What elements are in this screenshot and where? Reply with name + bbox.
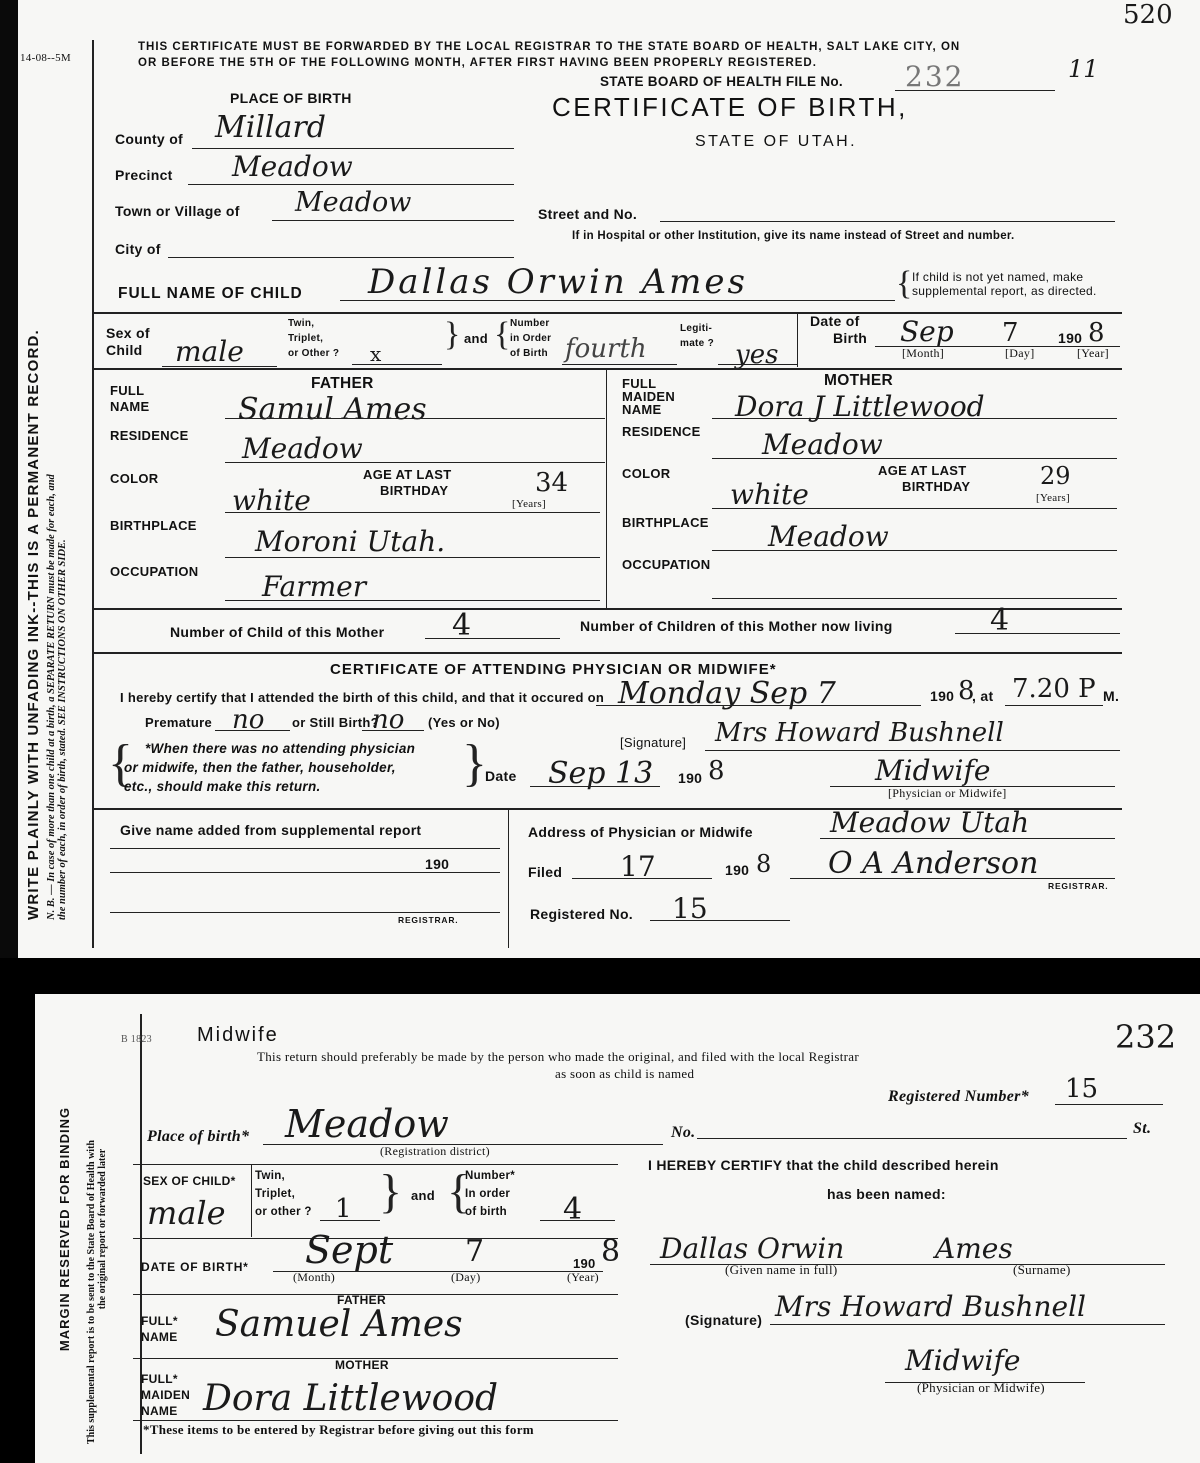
supp-given-cap: (Given name in full) [725,1262,838,1277]
frame-left [92,40,94,948]
father-age-value: 34 [535,468,569,498]
and-label: and [464,331,489,346]
hospital-note: If in Hospital or other Institution, give its name instead of Street and number. [572,230,1015,242]
mother-color-line [712,508,1117,509]
dob-month-cap: [Month] [902,346,945,360]
note-brace-right: } [462,735,487,792]
order-brace: { [494,316,511,353]
father-heading: FATHER [311,375,374,392]
mother-maiden-label: MAIDEN [622,389,676,404]
registrar-cap: REGISTRAR. [1048,881,1109,891]
supp-signature-value: Mrs Howard Bushnell [775,1290,1086,1323]
street-label: Street and No. [538,206,638,222]
supp-dob-year-suffix: 8 [601,1234,621,1269]
supp-district-cap: (Registration district) [380,1144,490,1158]
place-of-birth-heading: PLACE OF BIRTH [230,90,352,106]
supp-twin-brace: } [379,1165,403,1218]
order-label-3: of Birth [510,348,548,359]
filed-year-suffix: 8 [756,850,772,878]
page-number: 520 [1123,0,1173,30]
time-m-label: M. [1103,688,1120,704]
bottom-divider [508,808,509,948]
father-birthplace-label: BIRTHPLACE [110,518,197,533]
mother-residence-line [712,458,1117,459]
precinct-value: Meadow [232,150,353,183]
county-value: Millard [215,110,326,145]
dob-year-prefix: 190 [1058,330,1083,346]
supp-registrar-cap: REGISTRAR. [398,915,459,925]
sex-value: male [175,335,244,368]
premature-line [215,730,290,731]
margin-line-1: This supplemental report is to be sent to the State Board of Health with [86,1140,97,1444]
child-name-label: FULL NAME OF CHILD [118,285,303,302]
filed-line [572,878,712,879]
supp-dob-label: DATE OF BIRTH* [141,1260,249,1274]
supp-no-label: No. [671,1124,696,1141]
note-brace-left: { [108,735,133,792]
precinct-line [188,184,514,185]
time-line [1005,705,1103,706]
certificate-title: CERTIFICATE OF BIRTH, [552,92,908,122]
margin-title: MARGIN RESERVED FOR BINDING [57,1106,72,1352]
mother-age-value: 29 [1040,462,1071,490]
date-line [530,786,660,787]
supp-twin-value: 1 [335,1194,352,1224]
twin-label-2: Triplet, [288,333,324,344]
living-label: Number of Children of this Mother now living [580,618,893,634]
dob-year-suffix: 8 [1088,318,1105,348]
signature-value: Mrs Howard Bushnell [715,718,1004,748]
supp-title-cap: (Physician or Midwife) [917,1380,1045,1395]
still-label: or Still Birth? [292,715,379,730]
sex-label-1: Sex of [106,325,150,341]
city-line [168,257,514,258]
mother-name-label: NAME [622,402,662,417]
supp-number: 232 [1115,1018,1177,1056]
supp-mother-name-label: NAME [141,1404,178,1418]
physician-heading: CERTIFICATE OF ATTENDING PHYSICIAN OR MIDWIFE* [330,661,777,678]
supp-given-name: Dallas Orwin [660,1232,845,1265]
mother-color-label: COLOR [622,466,671,481]
supp-no-line [697,1138,1127,1139]
child-of-mother-line [425,638,560,639]
living-line [955,633,1120,634]
father-name-line [225,418,605,419]
supp-sex-value: male [147,1194,226,1232]
note-line-1: *When there was no attending physician [145,741,416,756]
child-of-mother-label: Number of Child of this Mother [170,624,385,640]
father-years-cap: [Years] [512,498,546,510]
mother-color-value: white [730,478,809,511]
supp-place-value: Meadow [285,1102,449,1146]
still-line [362,730,424,731]
supplemental-report [35,994,1200,1463]
dob-label-2: Birth [833,330,868,346]
side-warning-main: WRITE PLAINLY WITH UNFADING INK--THIS IS A PERMANENT RECORD. [25,329,42,920]
supp-signature-label: (Signature) [685,1312,763,1328]
supp-father-name-label: NAME [141,1330,178,1344]
legit-line [718,364,798,365]
parents-divider [606,368,607,608]
supp-title-value: Midwife [905,1344,1021,1377]
dob-day-cap: [Day] [1005,346,1035,360]
child-name-line [340,300,895,301]
birth-year-prefix: 190 [930,688,955,704]
mother-name-line [712,418,1117,419]
certificate-subtitle: STATE OF UTAH. [695,133,858,150]
supp-mother-heading: MOTHER [335,1358,389,1372]
note-line-2: or midwife, then the father, householder, [124,760,396,775]
order-label-1: Number [510,318,550,329]
note-line-3: etc., should make this return. [124,779,321,794]
supp-st-label: St. [1133,1120,1152,1137]
side-strip [0,0,18,958]
counts-top-rule [92,608,1122,610]
supp-registrar-line [110,912,500,913]
mother-years-cap: [Years] [1036,492,1070,504]
side-code: 14-08--5M [20,52,71,64]
supp-father-heading: FATHER [337,1293,386,1307]
mother-age-label-2: BIRTHDAY [902,479,971,494]
supp-sex-box-divider [251,1164,252,1237]
supp-num-2: In order [465,1188,511,1200]
supp-order-brace: { [447,1165,471,1218]
supp-and-label: and [411,1188,436,1203]
name-note-2: supplemental report, as directed. [912,284,1097,298]
birth-date-value: Monday Sep 7 [618,676,836,711]
sex-row-top-rule [92,312,1122,314]
supp-day-cap: (Day) [451,1270,481,1284]
file-number-mark: 11 [1068,55,1099,83]
supp-sex-label: SEX OF CHILD* [143,1174,236,1188]
supp-dob-day: 7 [465,1234,485,1269]
supp-name-line-2 [110,872,500,873]
supp-surname-cap: (Surname) [1013,1262,1071,1277]
supp-instr-1: This return should preferably be made by the person who made the original, and filed with the local Registrar [257,1049,860,1064]
mother-birthplace-line [712,550,1117,551]
dob-label-1: Date of [810,313,860,329]
name-note-1: If child is not yet named, make [912,270,1084,284]
father-age-label-2: BIRTHDAY [380,483,449,498]
registered-line [650,920,790,921]
supp-twin-3: or other ? [255,1206,312,1218]
physician-title-value: Midwife [875,754,991,787]
yesno-label: (Yes or No) [428,715,500,730]
order-line [562,364,677,365]
address-label: Address of Physician or Midwife [528,824,753,840]
supp-twin-1: Twin, [255,1170,286,1182]
time-value: 7.20 P [1012,674,1096,704]
date-label: Date [485,768,517,784]
address-line [820,838,1115,839]
father-age-label-1: AGE AT LAST [363,467,452,482]
supp-year-cap: (Year) [567,1270,599,1284]
dob-day: 7 [1002,318,1019,348]
supp-name-line-1 [110,848,500,849]
mother-full-label: FULL [622,376,657,391]
town-line [272,220,514,221]
father-residence-value: Meadow [242,432,363,465]
mother-occupation-line [712,598,1117,599]
dob-month: Sep [900,315,954,348]
supp-side-code: B 1823 [121,1034,152,1045]
father-color-value: white [232,484,311,517]
father-occupation-value: Farmer [262,570,367,603]
name-note-brace: { [896,265,913,302]
mother-occupation-label: OCCUPATION [622,557,711,572]
birth-date-line [596,705,921,706]
supp-surname: Ames [935,1232,1013,1265]
registered-value: 15 [672,892,708,925]
supp-mother-full: FULL* [141,1372,178,1386]
file-number-line [895,90,1055,91]
supp-year: 190 [425,856,450,872]
mother-birthplace-label: BIRTHPLACE [622,515,709,530]
file-number-label: STATE BOARD OF HEALTH FILE No. [600,74,843,89]
supp-mother-maiden: MAIDEN [141,1388,191,1402]
legit-label-1: Legiti- [680,323,713,334]
supp-reg-value: 15 [1065,1074,1099,1104]
twin-value: x [370,342,382,366]
supp-certify-2: has been named: [827,1186,946,1202]
order-label-2: in Order [510,333,552,344]
physician-top-rule [92,652,1122,654]
notice-line-1: THIS CERTIFICATE MUST BE FORWARDED BY THE LOCAL REGISTRAR TO THE STATE BOARD OF HEALTH, SALT LAKE CITY, ON [138,41,961,53]
supp-reg-label: Registered Number* [888,1088,1029,1105]
registrar-line [790,878,1115,879]
father-occupation-label: OCCUPATION [110,564,199,579]
dob-divider [797,312,798,367]
mother-heading: MOTHER [824,372,893,389]
signature-line [705,750,1120,751]
county-line [192,148,514,149]
father-full-label: FULL [110,383,145,398]
father-name-value: Samul Ames [238,392,427,427]
still-value: no [372,705,405,735]
father-color-line [225,512,600,513]
father-residence-line [225,462,605,463]
margin-text [57,1014,108,1444]
supp-mother-name: Dora Littlewood [203,1378,499,1419]
filed-year-prefix: 190 [725,862,750,878]
supp-certify-1: I HEREBY CERTIFY that the child described herein [648,1157,999,1173]
precinct-label: Precinct [115,167,173,183]
city-label: City of [115,241,161,257]
mother-residence-value: Meadow [762,428,883,461]
notice-line-2: OR BEFORE THE 5TH OF THE FOLLOWING MONTH, AFTER FIRST HAVING BEEN PROPERLY REGISTERED. [138,57,817,69]
mother-name-value: Dora J Littlewood [735,390,985,423]
supp-dob-year-prefix: 190 [573,1256,596,1271]
father-occupation-line [225,600,600,601]
sex-label-2: Child [106,342,143,358]
mother-residence-label: RESIDENCE [622,424,701,439]
supp-signature-line [770,1324,1165,1325]
supp-father-full: FULL* [141,1314,178,1328]
supp-twin-2: Triplet, [255,1188,296,1200]
file-number-value: 232 [905,60,965,93]
twin-brace: } [444,316,461,353]
side-warning [25,100,68,920]
filed-label: Filed [528,864,563,880]
county-label: County of [115,131,184,147]
supp-instr-2: as soon as child is named [555,1066,695,1081]
supp-month-cap: (Month) [293,1270,336,1284]
child-name-value: Dallas Orwin Ames [368,262,748,302]
street-line [660,221,1115,222]
sex-line [162,366,277,367]
supp-title: Midwife [197,1024,279,1046]
supp-twin-line [320,1220,380,1221]
certify-text: I hereby certify that I attended the birth of this child, and that it occured on [120,690,605,705]
margin-line-2: the original report or forwarded later [97,1148,108,1310]
town-label: Town or Village of [115,203,240,219]
order-value: fourth [565,334,647,364]
address-value: Meadow Utah [830,806,1030,839]
supp-place-label: Place of birth* [147,1128,250,1145]
supp-num-3: of birth [465,1206,507,1218]
side-warning-line2: the number of each, in order of birth, stated. SEE INSTRUCTIONS ON OTHER SIDE. [57,539,68,920]
parents-top-rule [92,368,1122,370]
premature-label: Premature [145,715,213,730]
mother-age-label-1: AGE AT LAST [878,463,967,478]
supp-order-line [540,1220,615,1221]
child-of-mother-value: 4 [452,608,472,643]
father-residence-label: RESIDENCE [110,428,189,443]
supp-mother-line [133,1420,618,1421]
twin-label-1: Twin, [288,318,315,329]
father-birthplace-value: Moroni Utah. [255,525,446,558]
date-value: Sep 13 [548,756,654,791]
registrar-name: O A Anderson [828,846,1039,881]
legit-label-2: mate ? [680,338,715,349]
legit-value: yes [735,340,779,370]
father-birthplace-line [225,557,600,558]
supp-reg-line [1055,1104,1163,1105]
premature-value: no [232,705,265,735]
date-year-prefix: 190 [678,770,703,786]
dob-year-cap: [Year] [1077,346,1109,360]
mother-birthplace-value: Meadow [768,520,889,553]
physician-title-cap: [Physician or Midwife] [888,786,1007,800]
supp-father-name: Samuel Ames [215,1304,463,1345]
side-warning-line1: N. B. — In case of more than one child at a birth, a SEPARATE RETURN must be made for each, and [46,474,57,920]
date-year-suffix: 8 [708,756,725,786]
father-color-label: COLOR [110,471,159,486]
twin-line [352,364,442,365]
at-label: , at [972,688,994,704]
birth-year-suffix: 8 [958,676,975,706]
signature-label: [Signature] [620,735,687,750]
supp-dob-month: Sept [305,1228,394,1272]
filed-day: 17 [620,850,656,883]
supp-order-value: 4 [563,1192,583,1227]
twin-label-3: or Other ? [288,348,340,359]
supp-name-label: Give name added from supplemental report [120,822,422,838]
registered-label: Registered No. [530,906,633,922]
supp-footnote: *These items to be entered by Registrar before giving out this form [143,1422,534,1437]
supp-num-1: Number* [465,1170,516,1182]
living-value: 4 [990,603,1010,638]
father-name-label: NAME [110,399,150,414]
town-value: Meadow [295,187,412,218]
